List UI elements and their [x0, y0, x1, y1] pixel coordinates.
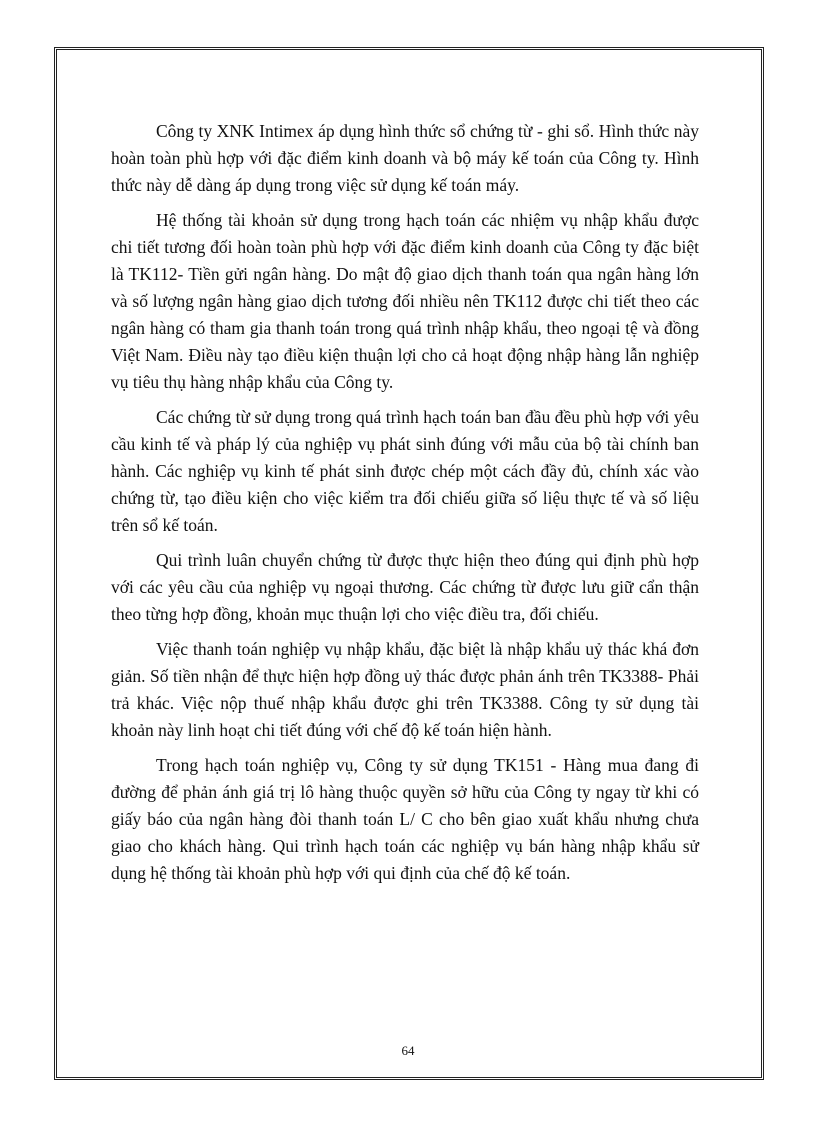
- paragraph-4: Qui trình luân chuyển chứng từ được thực hiện theo đúng qui định phù hợp với các yêu cầu của nghiệp vụ ngoại thương. Các chứng từ được lưu giữ cẩn thận theo từng hợp đồng, khoản mục thuận lợi cho việc điều tra, đối chiếu.: [111, 550, 699, 624]
- paragraph-1: Công ty XNK Intimex áp dụng hình thức sổ chứng từ - ghi sổ. Hình thức này hoàn toàn phù hợp với đặc điểm kinh doanh và bộ máy kế toán của Công ty. Hình thức này dễ dàng áp dụng trong việc sử dụng kế toán máy.: [111, 121, 699, 195]
- paragraph-3: Các chứng từ sử dụng trong quá trình hạch toán ban đầu đều phù hợp với yêu cầu kinh tế và pháp lý của nghiệp vụ phát sinh đúng với mẫu của bộ tài chính ban hành. Các nghiệp vụ kinh tế phát sinh được chép một cách đầy đủ, chính xác vào chứng từ, tạo điều kiện cho việc kiểm tra đối chiếu giữa số liệu thực tế và số liệu trên sổ kế toán.: [111, 407, 699, 535]
- paragraph-5: Việc thanh toán nghiệp vụ nhập khẩu, đặc biệt là nhập khẩu uỷ thác khá đơn giản. Số tiền nhận để thực hiện hợp đồng uỷ thác được phản ánh trên TK3388- Phải trả khác. Việc nộp thuế nhập khẩu được ghi trên TK3388. Công ty sử dụng tài khoản này linh hoạt chi tiết đúng với chế độ kế toán hiện hành.: [111, 639, 699, 740]
- document-body: [111, 118, 699, 895]
- paragraph-6: Trong hạch toán nghiệp vụ, Công ty sử dụng TK151 - Hàng mua đang đi đường để phản ánh giá trị lô hàng thuộc quyền sở hữu của Công ty ngay từ khi có giấy báo của ngân hàng đòi thanh toán L/ C cho bên giao xuất khẩu nhưng chưa giao cho khách hàng. Qui trình hạch toán các nghiệp vụ bán hàng nhập khẩu sử dụng hệ thống tài khoản phù hợp với qui định của chế độ kế toán.: [111, 755, 699, 883]
- paragraph-2: Hệ thống tài khoản sử dụng trong hạch toán các nhiệm vụ nhập khẩu được chi tiết tương đối hoàn toàn phù hợp với đặc điểm kinh doanh của Công ty đặc biệt là TK112- Tiền gửi ngân hàng. Do mật độ giao dịch thanh toán qua ngân hàng lớn và số lượng ngân hàng giao dịch tương đối nhiều nên TK112 được chi tiết theo các ngân hàng có tham gia thanh toán trong quá trình nhập khẩu, theo ngoại tệ và đồng Việt Nam. Điều này tạo điều kiện thuận lợi cho cả hoạt động nhập hàng lẫn nghiệp vụ tiêu thụ hàng nhập khẩu của Công ty.: [111, 210, 699, 392]
- page-number: 64: [401, 1043, 415, 1058]
